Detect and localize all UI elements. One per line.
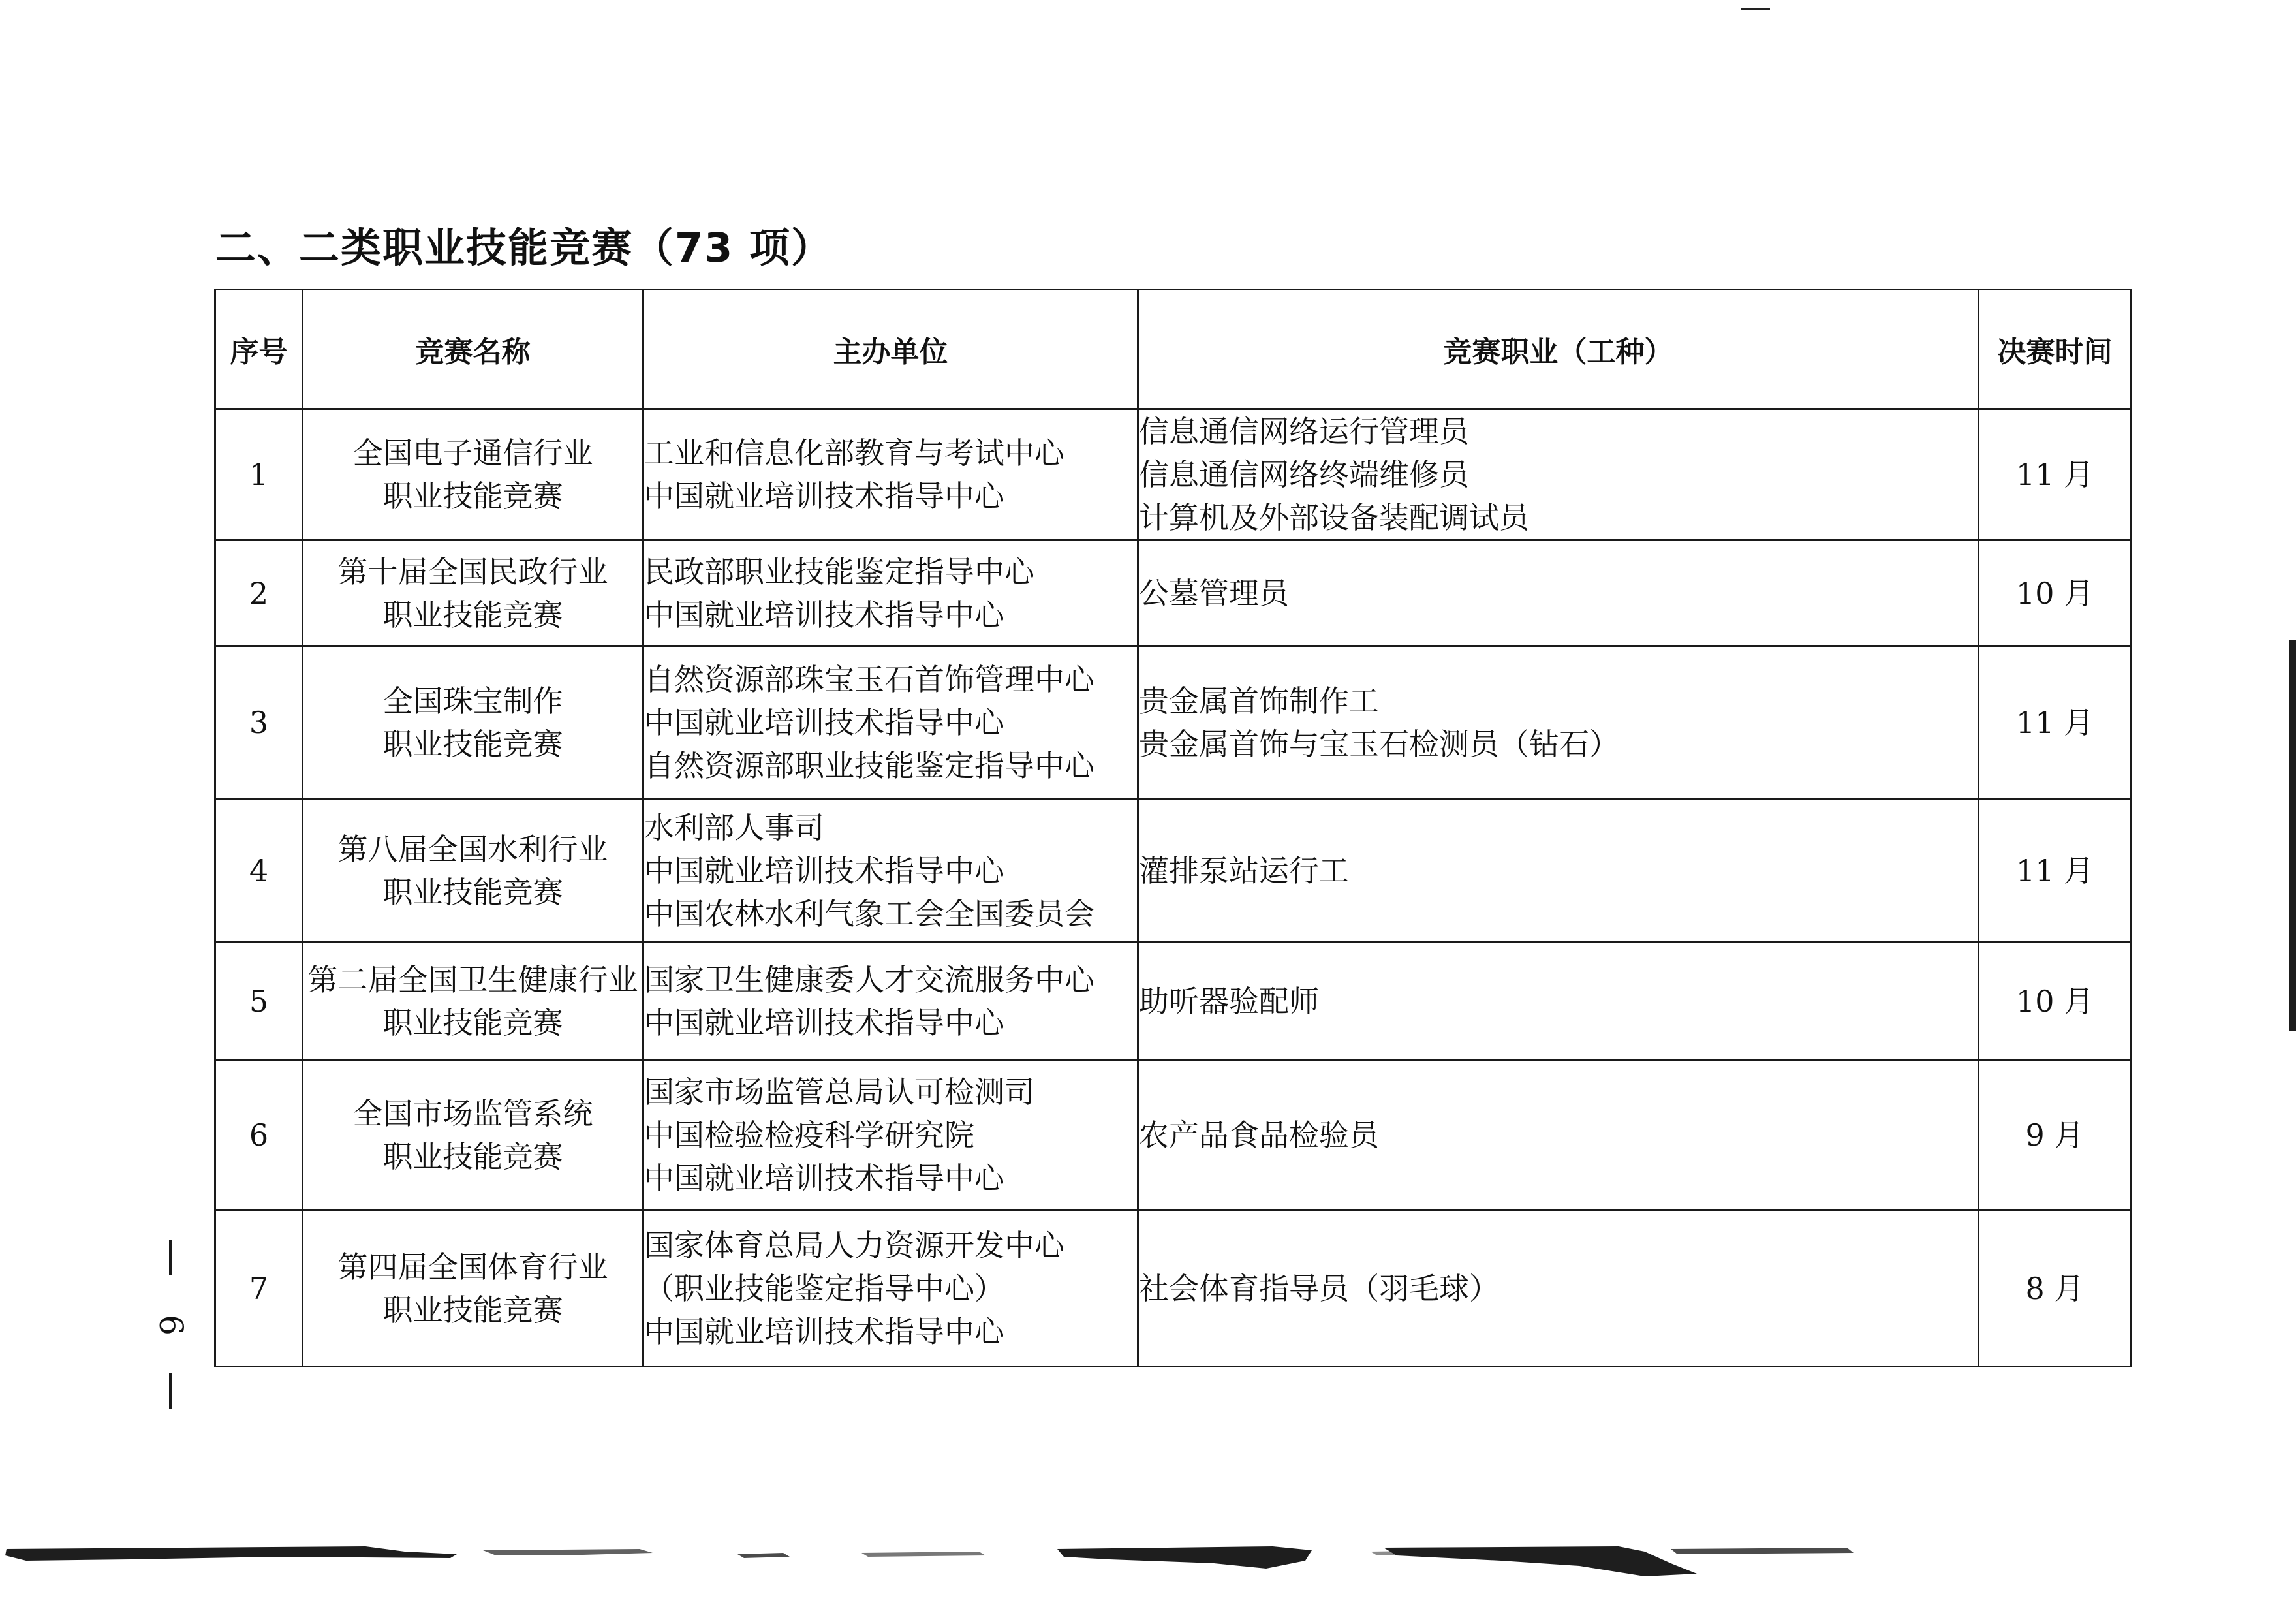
competition-table — [214, 289, 2132, 1367]
organizer-line: 中国就业培训技术指导中心 — [644, 478, 1004, 514]
organizer-line: 工业和信息化部教育与考试中心 — [644, 435, 1064, 471]
table-row — [215, 409, 2132, 540]
occupation-line: 农产品食品检验员 — [1139, 1117, 1379, 1153]
table-row — [215, 646, 2132, 799]
occupation-cell — [1138, 409, 1979, 540]
occupation-line: 灌排泵站运行工 — [1139, 852, 1349, 888]
header-name: 竞赛名称 — [303, 290, 644, 409]
organizer-line: 中国就业培训技术指导中心 — [644, 597, 1004, 633]
competition-name-line: 职业技能竞赛 — [382, 726, 563, 762]
table-row — [215, 1210, 2132, 1367]
competition-name-line: 第四届全国体育行业 — [337, 1249, 608, 1285]
organizer-line: 中国农林水利气象工会全国委员会 — [644, 896, 1094, 931]
table-header-row — [215, 290, 2132, 409]
organizer-line: 自然资源部珠宝玉石首饰管理中心 — [644, 661, 1094, 697]
organizer-line: 中国就业培训技术指导中心 — [644, 852, 1004, 888]
final-time: 11 月 — [1979, 646, 2132, 799]
occupation-cell — [1138, 1210, 1979, 1367]
occupation-line: 信息通信网络运行管理员 — [1139, 414, 1469, 449]
competition-name-line: 职业技能竞赛 — [382, 1292, 563, 1328]
occupation-line: 贵金属首饰制作工 — [1139, 683, 1379, 719]
competition-name — [303, 799, 644, 943]
competition-name-line: 全国电子通信行业 — [352, 435, 593, 471]
organizer-cell — [644, 409, 1138, 540]
final-time: 11 月 — [1979, 799, 2132, 943]
competition-name — [303, 943, 644, 1060]
header-occupation: 竞赛职业（工种） — [1138, 290, 1979, 409]
competition-name — [303, 1210, 644, 1367]
occupation-line: 贵金属首饰与宝玉石检测员（钻石） — [1139, 726, 1619, 762]
organizer-cell — [644, 646, 1138, 799]
final-time: 8 月 — [1979, 1210, 2132, 1367]
table-row — [215, 540, 2132, 646]
table-row — [215, 943, 2132, 1060]
competition-name-line: 第八届全国水利行业 — [337, 831, 608, 867]
competition-name-line: 第十届全国民政行业 — [337, 554, 608, 589]
row-number: 2 — [215, 540, 303, 646]
organizer-line: 中国就业培训技术指导中心 — [644, 704, 1004, 740]
organizer-line: 中国就业培训技术指导中心 — [644, 1313, 1004, 1349]
scan-noise-streaks — [0, 1537, 2296, 1609]
section-title: 二、二类职业技能竞赛（73 项） — [215, 224, 833, 272]
scan-mark-top — [1741, 8, 1770, 10]
organizer-cell — [644, 943, 1138, 1060]
row-number: 6 — [215, 1060, 303, 1210]
organizer-line: 国家市场监管总局认可检测司 — [644, 1074, 1034, 1110]
header-organizer: 主办单位 — [644, 290, 1138, 409]
page-number-digit: 6 — [152, 1315, 190, 1336]
organizer-line: 中国检验检疫科学研究院 — [644, 1117, 974, 1153]
organizer-cell — [644, 1210, 1138, 1367]
competition-name — [303, 540, 644, 646]
occupation-cell — [1138, 540, 1979, 646]
occupation-line: 社会体育指导员（羽毛球） — [1139, 1270, 1499, 1306]
final-time: 10 月 — [1979, 943, 2132, 1060]
competition-name-line: 职业技能竞赛 — [382, 1138, 563, 1174]
header-no: 序号 — [215, 290, 303, 409]
competition-name-line: 职业技能竞赛 — [382, 874, 563, 910]
organizer-line: 国家卫生健康委人才交流服务中心 — [644, 961, 1094, 997]
page-number — [151, 1240, 191, 1410]
final-time: 10 月 — [1979, 540, 2132, 646]
occupation-line: 助听器验配师 — [1139, 983, 1319, 1019]
competition-name — [303, 409, 644, 540]
final-time: 11 月 — [1979, 409, 2132, 540]
competition-name-line: 全国市场监管系统 — [352, 1095, 593, 1131]
competition-name-line: 第二届全国卫生健康行业 — [307, 961, 638, 997]
occupation-cell — [1138, 1060, 1979, 1210]
occupation-line: 信息通信网络终端维修员 — [1139, 457, 1469, 492]
organizer-line: 国家体育总局人力资源开发中心 — [644, 1227, 1064, 1263]
header-final-time: 决赛时间 — [1979, 290, 2132, 409]
occupation-line: 计算机及外部设备装配调试员 — [1139, 500, 1529, 535]
final-time: 9 月 — [1979, 1060, 2132, 1210]
competition-name — [303, 1060, 644, 1210]
organizer-line: 水利部人事司 — [644, 809, 824, 845]
occupation-line: 公墓管理员 — [1139, 575, 1289, 611]
organizer-line: 民政部职业技能鉴定指导中心 — [644, 554, 1034, 589]
table-row — [215, 799, 2132, 943]
occupation-cell — [1138, 799, 1979, 943]
page-number-dash — [169, 1240, 172, 1275]
organizer-line: （职业技能鉴定指导中心） — [644, 1270, 1004, 1306]
occupation-cell — [1138, 943, 1979, 1060]
organizer-line: 中国就业培训技术指导中心 — [644, 1160, 1004, 1196]
row-number: 5 — [215, 943, 303, 1060]
competition-name-line: 职业技能竞赛 — [382, 478, 563, 514]
organizer-cell — [644, 1060, 1138, 1210]
row-number: 3 — [215, 646, 303, 799]
organizer-line: 中国就业培训技术指导中心 — [644, 1005, 1004, 1040]
page-number-dash — [169, 1373, 172, 1409]
organizer-cell — [644, 540, 1138, 646]
organizer-line: 自然资源部职业技能鉴定指导中心 — [644, 747, 1094, 783]
competition-name-line: 职业技能竞赛 — [382, 1005, 563, 1040]
occupation-cell — [1138, 646, 1979, 799]
row-number: 1 — [215, 409, 303, 540]
row-number: 4 — [215, 799, 303, 943]
table-row — [215, 1060, 2132, 1210]
competition-name-line: 全国珠宝制作 — [382, 683, 563, 719]
organizer-cell — [644, 799, 1138, 943]
scan-mark-edge — [2289, 640, 2296, 1031]
row-number: 7 — [215, 1210, 303, 1367]
competition-name — [303, 646, 644, 799]
competition-name-line: 职业技能竞赛 — [382, 597, 563, 633]
